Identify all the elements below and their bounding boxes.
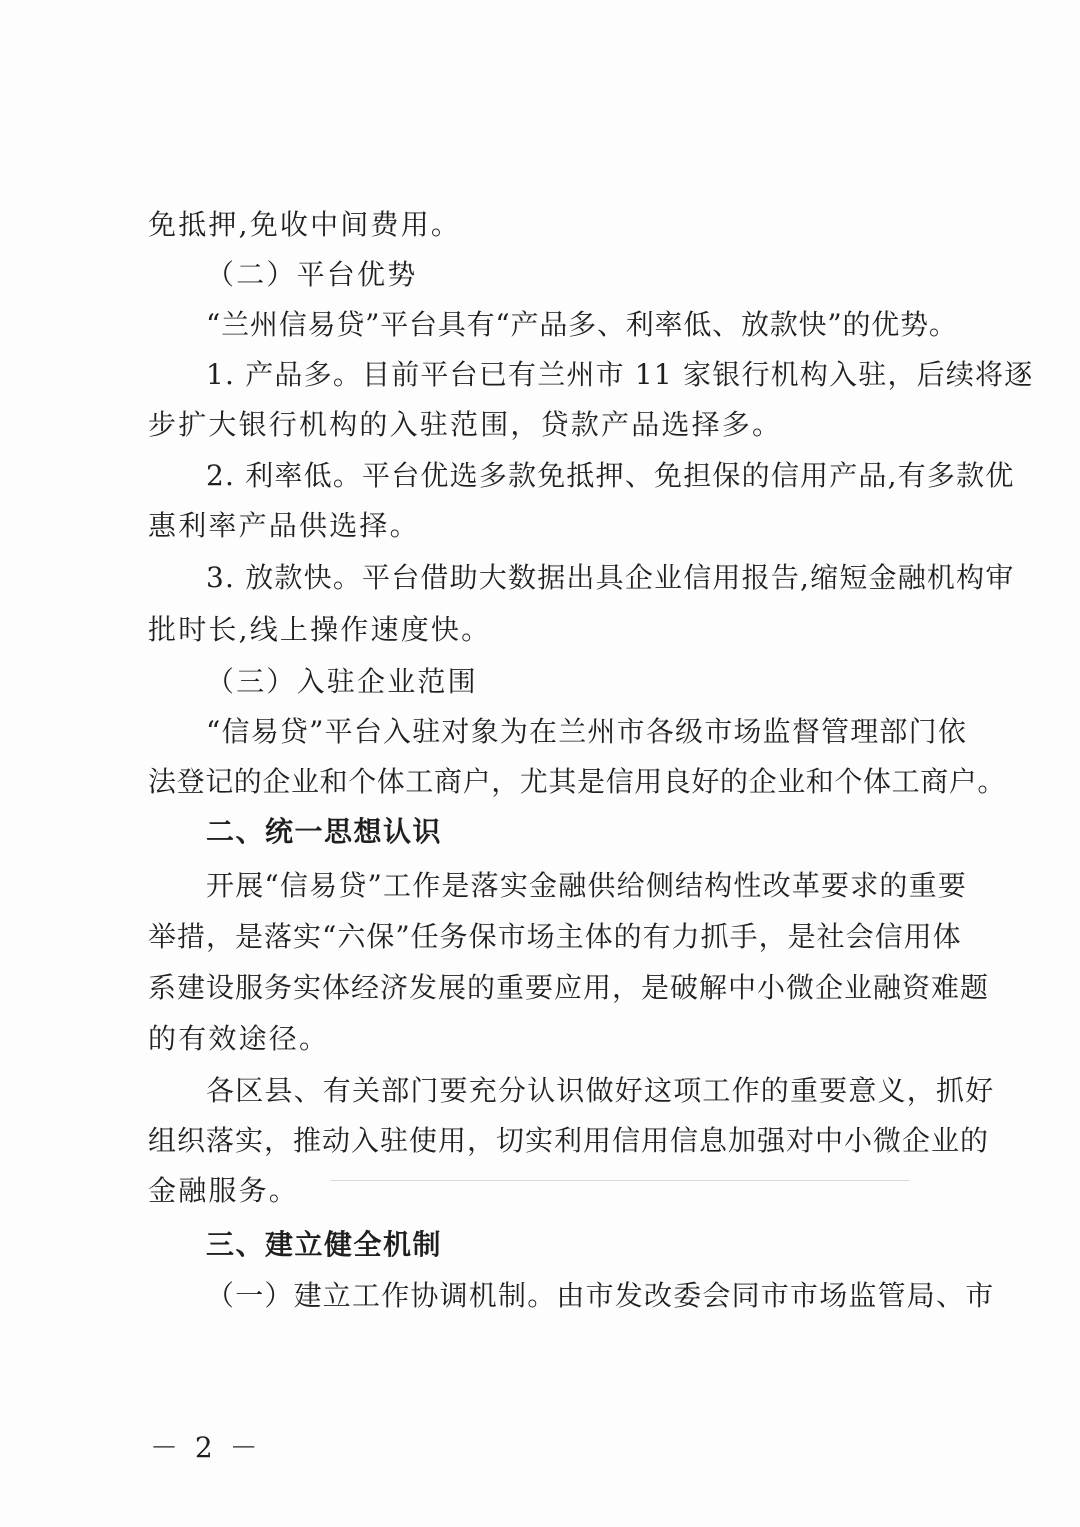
paragraph-importance-line-4: 的有效途径。	[148, 1022, 330, 1055]
paragraph-departments-line-1: 各区县、有关部门要充分认识做好这项工作的重要意义，抓好	[206, 1074, 995, 1107]
paragraph-scope-line-1: “信易贷”平台入驻对象为在兰州市各级市场监督管理部门依	[206, 715, 968, 748]
page-number: － 2 －	[150, 1431, 262, 1464]
paragraph-importance-line-1: 开展“信易贷”工作是落实金融供给侧结构性改革要求的重要	[206, 869, 968, 902]
list-item-fast-lending-line-2: 批时长,线上操作速度快。	[148, 613, 492, 646]
paragraph-line-advantages-intro: “兰州信易贷”平台具有“产品多、利率低、放款快”的优势。	[206, 308, 958, 341]
list-item-fast-lending-line-1: 3. 放款快。平台借助大数据出具企业信用报告,缩短金融机构审	[206, 561, 1015, 594]
list-item-more-products-line-1: 1. 产品多。目前平台已有兰州市 11 家银行机构入驻，后续将逐	[206, 358, 1034, 391]
paragraph-importance-line-2: 举措，是落实“六保”任务保市场主体的有力抓手，是社会信用体	[148, 920, 962, 953]
list-item-low-rates-line-1: 2. 利率低。平台优选多款免抵押、免担保的信用产品,有多款优	[206, 459, 1015, 492]
list-item-more-products-line-2: 步扩大银行机构的入驻范围，贷款产品选择多。	[148, 408, 783, 441]
paragraph-line-1: 免抵押,免收中间费用。	[148, 208, 462, 241]
subsection-heading-enterprise-scope: （三）入驻企业范围	[206, 665, 478, 698]
paragraph-coordination-line-1: （一）建立工作协调机制。由市发改委会同市市场监管局、市	[206, 1279, 995, 1312]
list-item-low-rates-line-2: 惠利率产品供选择。	[148, 509, 420, 542]
paragraph-departments-line-2: 组织落实，推动入驻使用，切实利用信用信息加强对中小微企业的	[148, 1124, 990, 1157]
paragraph-departments-line-3: 金融服务。	[148, 1174, 300, 1207]
section-heading-unify-understanding: 二、统一思想认识	[206, 815, 443, 848]
faint-divider-line	[330, 1180, 910, 1181]
paragraph-scope-line-2: 法登记的企业和个体工商户，尤其是信用良好的企业和个体工商户。	[148, 765, 1007, 798]
subsection-heading-platform-advantages: （二）平台优势	[206, 258, 418, 291]
section-heading-establish-mechanisms: 三、建立健全机制	[206, 1228, 443, 1261]
paragraph-importance-line-3: 系建设服务实体经济发展的重要应用，是破解中小微企业融资难题	[148, 971, 990, 1004]
